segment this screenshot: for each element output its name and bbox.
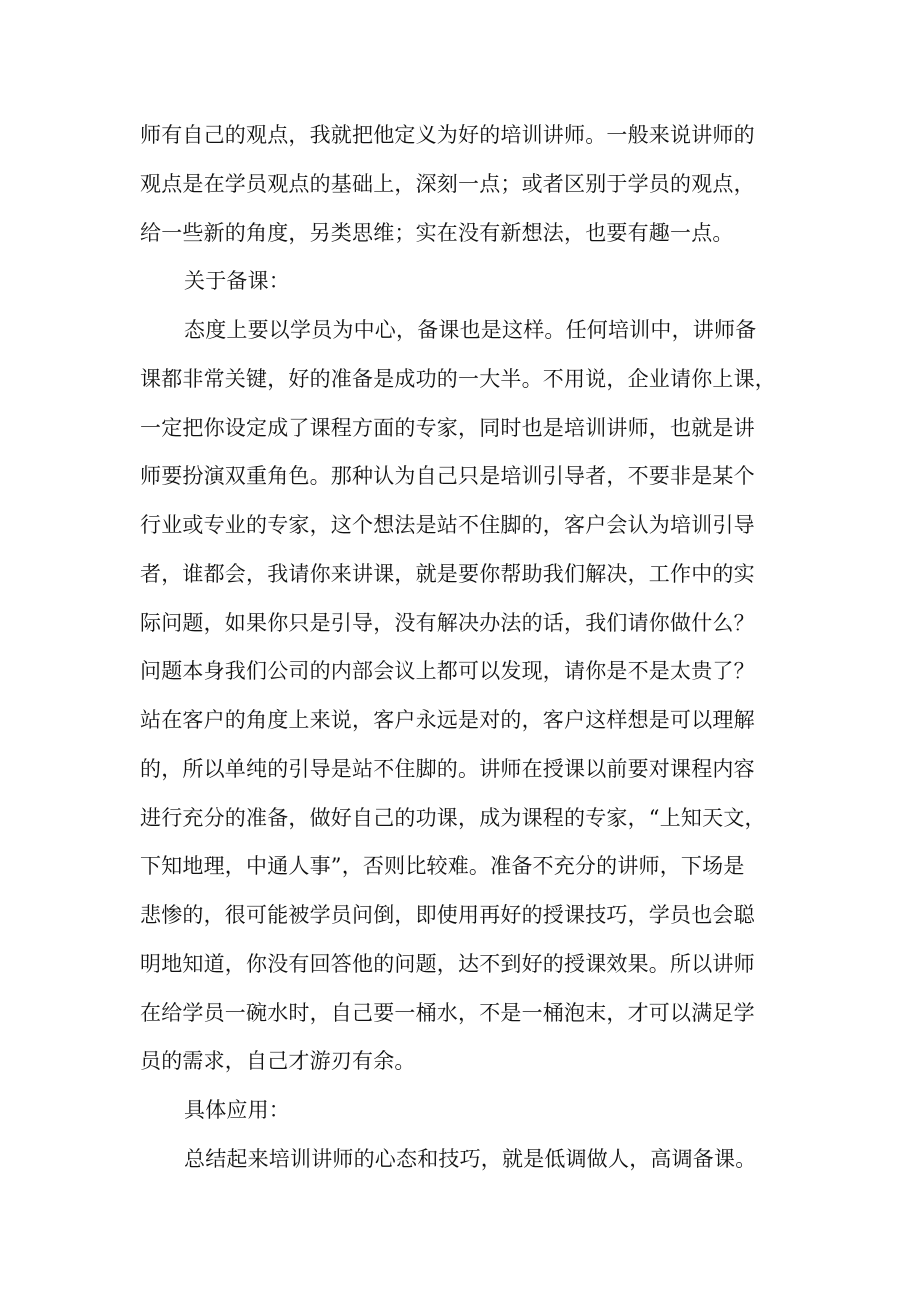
text-line: 明地知道，你没有回答他的问题，达不到好的授课效果。所以讲师 [140,951,755,976]
text-line: 者，谁都会，我请你来讲课，就是要你帮助我们解决，工作中的实 [140,561,755,586]
text-line: 问题本身我们公司的内部会议上都可以发现，请你是不是太贵了？ [140,659,755,684]
text-line: 下知地理，中通人事”，否则比较难。准备不充分的讲师，下场是 [140,854,745,879]
text-line: 行业或专业的专家，这个想法是站不住脚的，客户会认为培训引导 [140,513,755,537]
text-line: 站在客户的角度上来说，客户永远是对的，客户这样想是可以理解 [140,708,755,732]
text-line: 的，所以单纯的引导是站不住脚的。讲师在授课以前要对课程内容 [140,756,755,781]
section-heading-lesson-prep: 关于备课： [184,269,290,294]
text-line: 际问题，如果你只是引导，没有解决办法的话，我们请你做什么？ [140,610,755,635]
text-line: 师有自己的观点，我就把他定义为好的培训讲师。一般来说讲师的 [140,123,755,147]
section-heading-application: 具体应用： [184,1098,290,1122]
text-line: 进行充分的准备，做好自己的功课，成为课程的专家，“上知天文， [140,805,766,830]
text-line: 一定把你设定成了课程方面的专家，同时也是培训讲师，也就是讲 [140,415,755,440]
paragraph-start: 总结起来培训讲师的心态和技巧，就是低调做人，高调备课。 [184,1146,757,1171]
text-line: 在给学员一碗水时，自己要一桶水，不是一桶泡末，才可以满足学 [140,1000,755,1025]
text-line: 员的需求，自己才游刃有余。 [140,1049,416,1074]
text-line: 悲惨的，很可能被学员问倒，即使用再好的授课技巧，学员也会聪 [140,903,755,927]
text-line: 课都非常关键，好的准备是成功的一大半。不用说，企业请你上课， [140,366,776,391]
text-line: 给一些新的角度，另类思维；实在没有新想法，也要有趣一点。 [140,220,734,245]
paragraph-start: 态度上要以学员为中心，备课也是这样。任何培训中，讲师备 [184,318,757,342]
text-line: 观点是在学员观点的基础上，深刻一点；或者区别于学员的观点， [140,171,755,196]
text-line: 师要扮演双重角色。那种认为自己只是培训引导者，不要非是某个 [140,464,755,489]
body-text [140,111,780,1184]
